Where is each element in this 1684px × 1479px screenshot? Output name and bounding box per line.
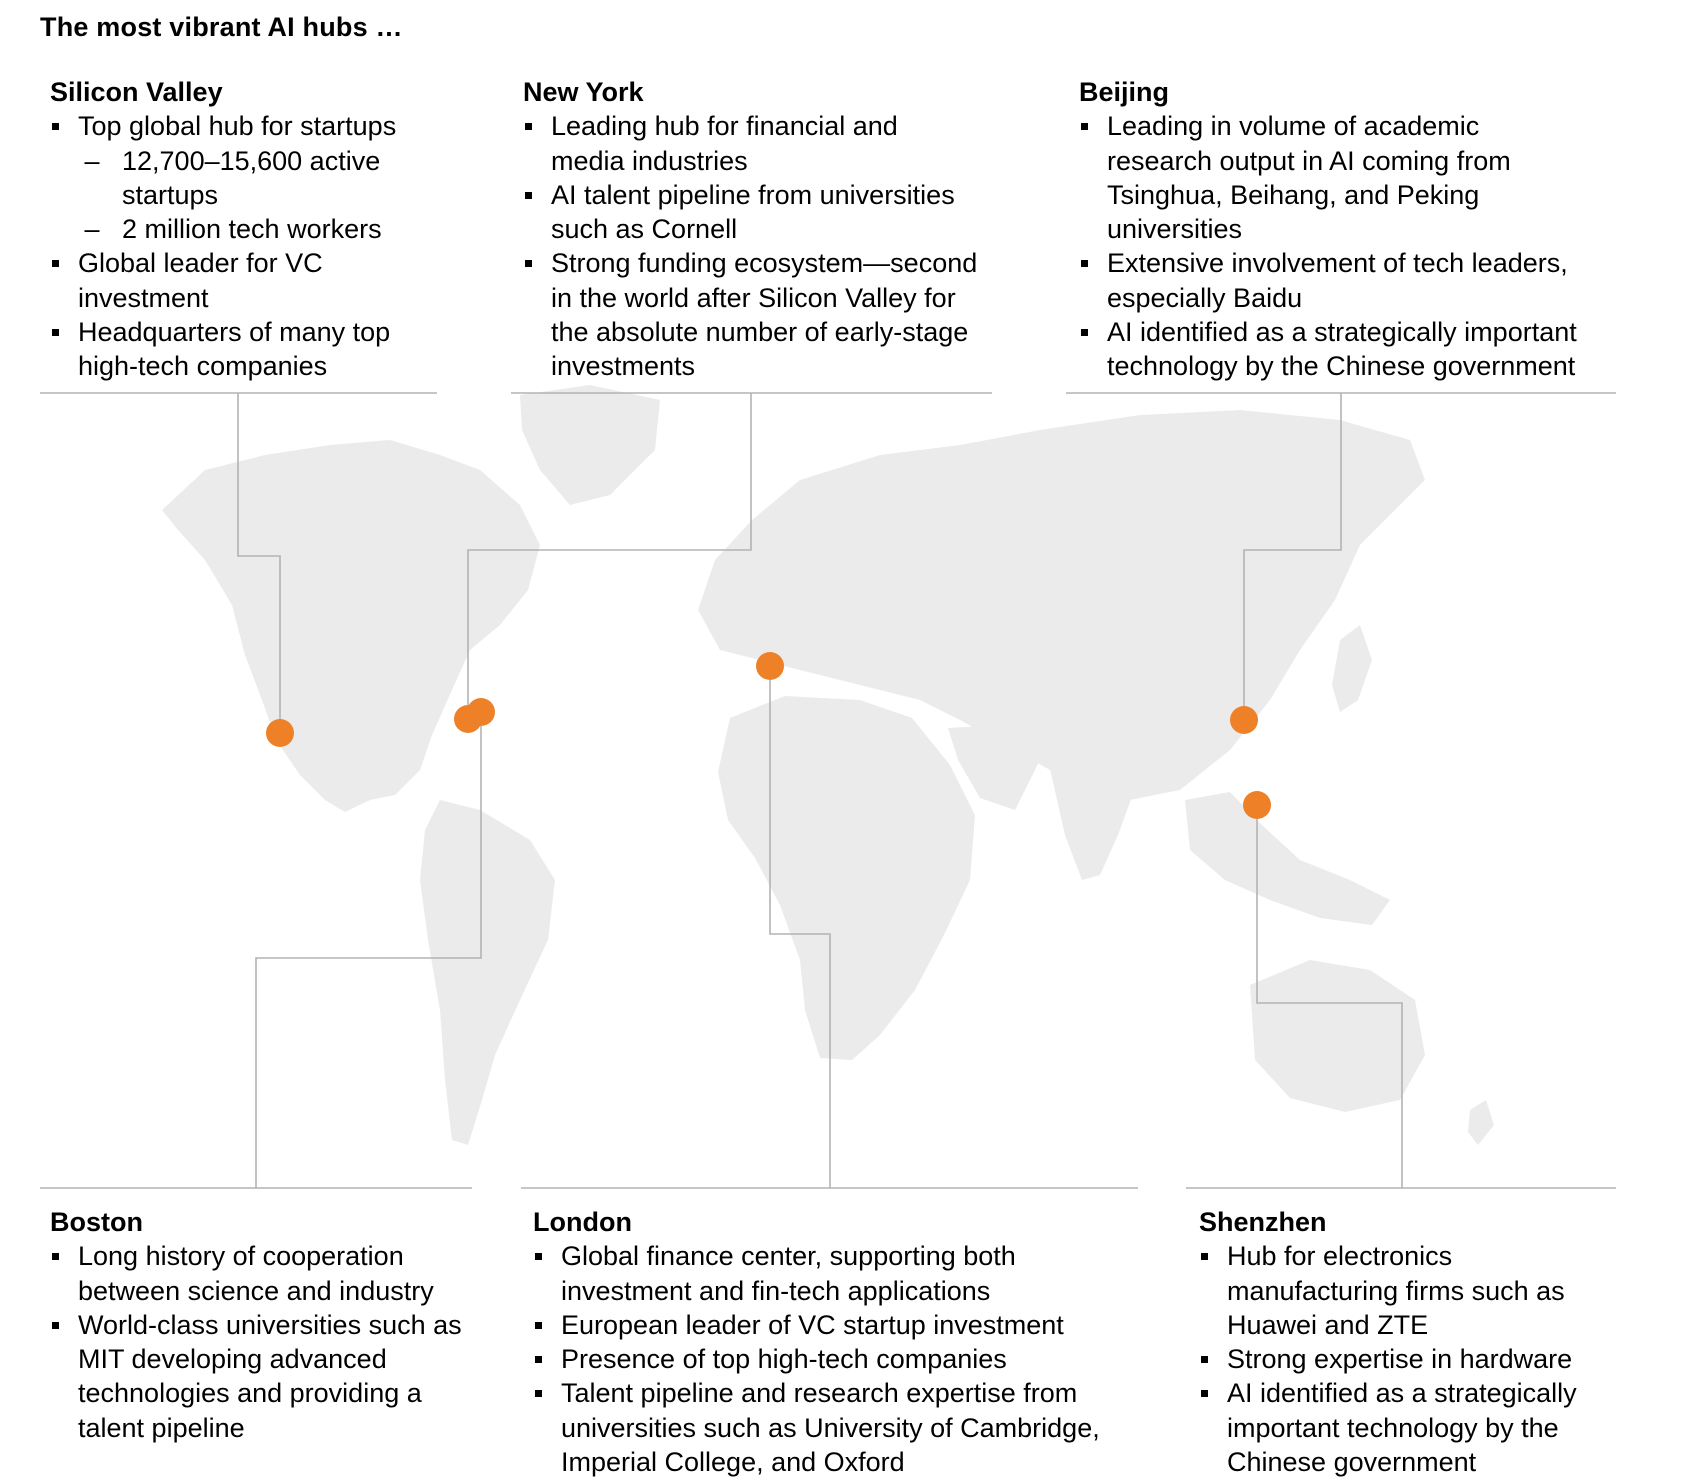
bullet-item: Leading hub for financial and media industries — [523, 109, 983, 178]
hub-shenzhen — [1199, 1205, 1634, 1479]
landmass-japan — [1332, 625, 1372, 712]
hub-boston — [50, 1205, 470, 1445]
bullet-list — [50, 109, 450, 383]
bullet-item: Extensive involvement of tech leaders, especially Baidu — [1079, 246, 1634, 315]
marker-silicon-valley[interactable] — [266, 719, 294, 747]
bullet-item: Global leader for VC investment — [50, 246, 450, 315]
bullet-list — [1199, 1239, 1634, 1479]
landmass-africa — [718, 696, 975, 1060]
bullet-list — [50, 1239, 470, 1445]
bullet-item: Presence of top high-tech companies — [533, 1342, 1123, 1376]
hub-title: Silicon Valley — [50, 77, 223, 107]
hub-title: Beijing — [1079, 77, 1170, 107]
hub-london — [533, 1205, 1123, 1479]
bullet-item: World-class universities such as MIT developing advanced technologies and providing a talent pipeline — [50, 1308, 470, 1445]
landmass-new-zealand — [1468, 1100, 1494, 1145]
bullet-list — [523, 109, 983, 383]
bullet-item: AI identified as a strategically important technology by the Chinese government — [1079, 315, 1634, 384]
bullet-item: Strong expertise in hardware — [1199, 1342, 1634, 1376]
sub-bullet-item: – 12,700–15,600 active startups — [78, 144, 450, 213]
landmass-australia — [1250, 960, 1425, 1112]
bullet-item: Talent pipeline and research expertise from universities such as University of Cambridge, Imperial College, and Oxford — [533, 1376, 1123, 1479]
bullet-item: Strong funding ecosystem—second in the world after Silicon Valley for the absolute number of early-stage investments — [523, 246, 983, 383]
landmass-southeast-asia — [1185, 792, 1390, 925]
bullet-item: AI identified as a strategically important technology by the Chinese government — [1199, 1376, 1634, 1479]
map-land — [162, 385, 1494, 1145]
marker-shenzhen[interactable] — [1243, 791, 1271, 819]
hub-silicon-valley — [50, 75, 450, 384]
sub-bullet-item: – 2 million tech workers — [78, 212, 450, 246]
bullet-item: Global finance center, supporting both investment and fin-tech applications — [533, 1239, 1123, 1308]
hub-title: London — [533, 1207, 632, 1237]
hub-title: Shenzhen — [1199, 1207, 1327, 1237]
hub-new-york — [523, 75, 983, 384]
bullet-text: Top global hub for startups — [78, 111, 397, 142]
marker-london[interactable] — [756, 652, 784, 680]
hub-beijing — [1079, 75, 1634, 384]
marker-boston[interactable] — [467, 698, 495, 726]
bullet-item — [50, 109, 450, 246]
hub-title: New York — [523, 77, 644, 107]
bullet-item: Leading in volume of academic research output in AI coming from Tsinghua, Beihang, and Peking universities — [1079, 109, 1634, 246]
page-title: The most vibrant AI hubs … — [40, 12, 403, 42]
sub-bullet-list — [78, 144, 450, 247]
bullet-item: AI talent pipeline from universities such as Cornell — [523, 178, 983, 247]
landmass-north-america — [162, 440, 540, 812]
bullet-item: Long history of cooperation between science and industry — [50, 1239, 470, 1308]
landmass-greenland — [520, 385, 660, 505]
bullet-item: Hub for electronics manufacturing firms such as Huawei and ZTE — [1199, 1239, 1634, 1342]
bullet-item: European leader of VC startup investment — [533, 1308, 1123, 1342]
bullet-list — [533, 1239, 1123, 1479]
bullet-item: Headquarters of many top high-tech companies — [50, 315, 450, 384]
bullet-list — [1079, 109, 1634, 383]
marker-beijing[interactable] — [1230, 706, 1258, 734]
landmass-south-america — [420, 800, 555, 1145]
hub-title: Boston — [50, 1207, 143, 1237]
landmass-india — [1048, 750, 1138, 880]
